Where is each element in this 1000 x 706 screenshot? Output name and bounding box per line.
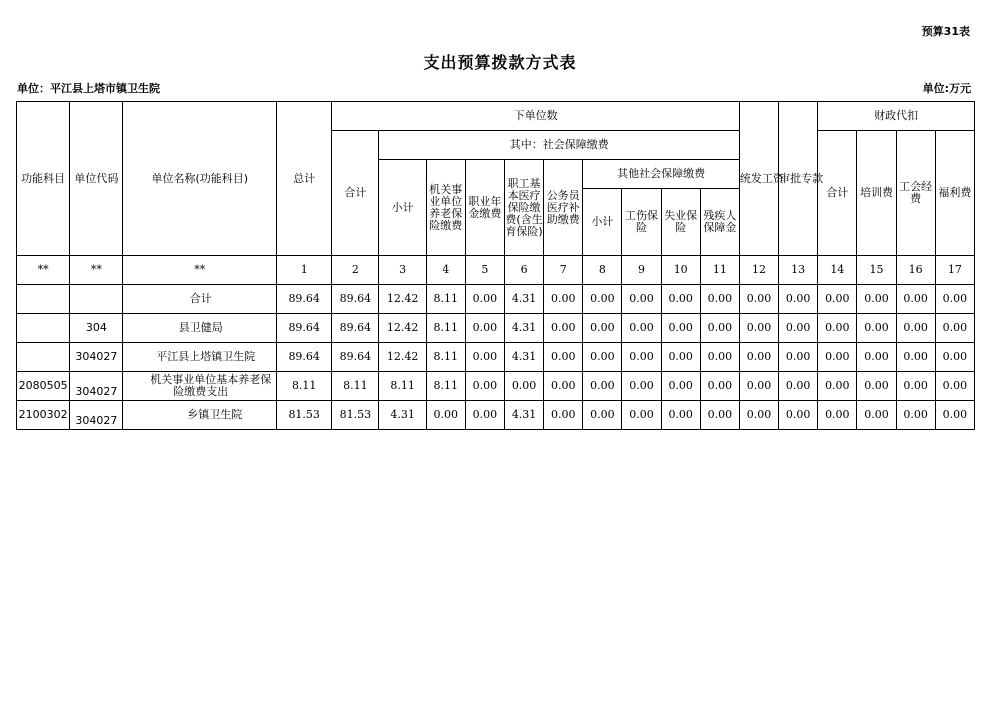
cell-amount: 0.00: [544, 343, 583, 372]
col-index: 2: [332, 256, 379, 285]
cell-amount: 0.00: [779, 401, 818, 430]
cell-amount: 0.00: [857, 372, 896, 401]
cell-amount: 8.11: [277, 372, 332, 401]
col-index: 6: [504, 256, 543, 285]
cell-amount: 0.00: [818, 285, 857, 314]
cell-amount: 0.00: [583, 285, 622, 314]
cell-amount: 0.00: [426, 401, 465, 430]
col-index: 12: [739, 256, 778, 285]
cell-amount: 0.00: [739, 343, 778, 372]
header-unit-name: 单位名称(功能科目): [123, 102, 277, 256]
cell-amount: 8.11: [426, 285, 465, 314]
cell-amount: 0.00: [544, 372, 583, 401]
cell-amount: 0.00: [622, 401, 661, 430]
header-welfare: 福利费: [935, 131, 974, 256]
cell-amount: 81.53: [332, 401, 379, 430]
header-training: 培训费: [857, 131, 896, 256]
cell-unit-name: 乡镇卫生院: [123, 401, 277, 430]
cell-amount: 0.00: [779, 285, 818, 314]
cell-amount: 0.00: [544, 401, 583, 430]
cell-amount: 0.00: [857, 343, 896, 372]
cell-unit-code: 304027: [70, 372, 123, 401]
col-index: 1: [277, 256, 332, 285]
cell-amount: 0.00: [622, 343, 661, 372]
cell-amount: 8.11: [426, 314, 465, 343]
header-unit-code: 单位代码: [70, 102, 123, 256]
col-index: 16: [896, 256, 935, 285]
header-injury: 工伤保险: [622, 189, 661, 256]
cell-amount: 89.64: [277, 285, 332, 314]
cell-amount: 0.00: [818, 343, 857, 372]
col-index: 11: [700, 256, 739, 285]
cell-amount: 0.00: [661, 314, 700, 343]
cell-amount: 0.00: [583, 401, 622, 430]
cell-amount: 0.00: [661, 372, 700, 401]
table-body: [17, 285, 975, 430]
cell-func-subject: 2100302: [17, 401, 70, 430]
header-other-subtotal: 小计: [583, 189, 622, 256]
cell-amount: 0.00: [739, 314, 778, 343]
cell-amount: 0.00: [935, 314, 974, 343]
cell-unit-name: 合计: [123, 285, 277, 314]
cell-amount: 0.00: [896, 314, 935, 343]
budget-table: [16, 101, 975, 430]
cell-amount: 0.00: [465, 285, 504, 314]
header-fiscal-total: 合计: [818, 131, 857, 256]
header-lower-subtotal: 合计: [332, 131, 379, 256]
header-union: 工会经费: [896, 131, 935, 256]
cell-amount: 0.00: [583, 372, 622, 401]
header-fiscal: 财政代扣: [818, 102, 975, 131]
cell-amount: 0.00: [700, 314, 739, 343]
cell-amount: 0.00: [661, 401, 700, 430]
cell-amount: 0.00: [857, 285, 896, 314]
cell-amount: 0.00: [896, 401, 935, 430]
col-index: 4: [426, 256, 465, 285]
cell-amount: 0.00: [583, 314, 622, 343]
cell-amount: 89.64: [332, 314, 379, 343]
header-special: 审批专款: [779, 102, 818, 256]
cell-amount: 4.31: [504, 285, 543, 314]
cell-amount: 0.00: [700, 401, 739, 430]
cell-amount: 0.00: [935, 401, 974, 430]
table-row: [17, 401, 975, 430]
col-index: **: [70, 256, 123, 285]
page-title: 支出预算拨款方式表: [423, 53, 577, 72]
col-index: **: [123, 256, 277, 285]
col-index: 9: [622, 256, 661, 285]
form-number: 预算31表: [921, 25, 970, 38]
table-row: [17, 314, 975, 343]
cell-amount: 4.31: [379, 401, 426, 430]
cell-func-subject: [17, 314, 70, 343]
header-wage: 统发工资: [739, 102, 778, 256]
cell-unit-code: 304: [70, 314, 123, 343]
cell-amount: 89.64: [277, 314, 332, 343]
cell-amount: 0.00: [857, 401, 896, 430]
cell-amount: 0.00: [935, 343, 974, 372]
table-row: [17, 372, 975, 401]
header-civil-medical: 公务员医疗补助缴费: [544, 160, 583, 256]
header-other-ss: 其他社会保障缴费: [583, 160, 740, 189]
cell-amount: 0.00: [739, 285, 778, 314]
cell-amount: 0.00: [739, 372, 778, 401]
column-index-row: [17, 256, 975, 285]
table-row: [17, 285, 975, 314]
cell-amount: 0.00: [465, 372, 504, 401]
header-ss-subtotal: 小计: [379, 160, 426, 256]
cell-amount: 0.00: [896, 372, 935, 401]
cell-amount: 0.00: [779, 372, 818, 401]
currency-unit-label: 单位:万元: [922, 82, 971, 95]
cell-unit-name: 平江县上塔镇卫生院: [123, 343, 277, 372]
cell-amount: 0.00: [544, 285, 583, 314]
col-index: **: [17, 256, 70, 285]
header-annuity: 职业年金缴费: [465, 160, 504, 256]
cell-amount: 0.00: [818, 401, 857, 430]
cell-amount: 8.11: [379, 372, 426, 401]
cell-unit-name: 机关事业单位基本养老保险缴费支出: [123, 372, 277, 401]
cell-amount: 0.00: [622, 314, 661, 343]
cell-amount: 0.00: [700, 285, 739, 314]
header-pension: 机关事业单位养老保险缴费: [426, 160, 465, 256]
col-index: 14: [818, 256, 857, 285]
cell-amount: 89.64: [277, 343, 332, 372]
cell-amount: 89.64: [332, 285, 379, 314]
col-index: 8: [583, 256, 622, 285]
cell-amount: 0.00: [661, 343, 700, 372]
cell-amount: 0.00: [465, 401, 504, 430]
col-index: 5: [465, 256, 504, 285]
cell-func-subject: 2080505: [17, 372, 70, 401]
col-index: 13: [779, 256, 818, 285]
cell-func-subject: [17, 285, 70, 314]
cell-amount: 0.00: [700, 372, 739, 401]
cell-amount: 4.31: [504, 314, 543, 343]
col-index: 15: [857, 256, 896, 285]
cell-amount: 0.00: [896, 343, 935, 372]
cell-amount: 0.00: [935, 285, 974, 314]
cell-amount: 0.00: [779, 343, 818, 372]
col-index: 10: [661, 256, 700, 285]
cell-amount: 0.00: [504, 372, 543, 401]
cell-amount: 0.00: [779, 314, 818, 343]
cell-amount: 0.00: [700, 343, 739, 372]
cell-amount: 0.00: [661, 285, 700, 314]
cell-amount: 0.00: [818, 314, 857, 343]
cell-amount: 0.00: [935, 372, 974, 401]
header-total: 总计: [277, 102, 332, 256]
header-unemployment: 失业保险: [661, 189, 700, 256]
header-func-subject: 功能科目: [17, 102, 70, 256]
cell-unit-code: 304027: [70, 401, 123, 430]
cell-amount: 4.31: [504, 343, 543, 372]
table-row: [17, 343, 975, 372]
cell-amount: 8.11: [332, 372, 379, 401]
cell-amount: 0.00: [622, 372, 661, 401]
header-social-security: 其中：社会保障缴费: [379, 131, 739, 160]
cell-amount: 8.11: [426, 372, 465, 401]
cell-amount: 0.00: [622, 285, 661, 314]
header-disability: 残疾人保障金: [700, 189, 739, 256]
cell-amount: 89.64: [332, 343, 379, 372]
col-index: 3: [379, 256, 426, 285]
cell-amount: 0.00: [857, 314, 896, 343]
cell-amount: 0.00: [544, 314, 583, 343]
cell-amount: 0.00: [896, 285, 935, 314]
cell-amount: 0.00: [465, 314, 504, 343]
cell-amount: 4.31: [504, 401, 543, 430]
cell-amount: 12.42: [379, 285, 426, 314]
cell-amount: 0.00: [583, 343, 622, 372]
cell-amount: 81.53: [277, 401, 332, 430]
col-index: 17: [935, 256, 974, 285]
unit-name-label: 单位：平江县上塔市镇卫生院: [17, 82, 160, 95]
cell-unit-name: 县卫健局: [123, 314, 277, 343]
cell-amount: 8.11: [426, 343, 465, 372]
col-index: 7: [544, 256, 583, 285]
cell-unit-code: [70, 285, 123, 314]
cell-amount: 0.00: [818, 372, 857, 401]
header-lower-units: 下单位数: [332, 102, 740, 131]
cell-unit-code: 304027: [70, 343, 123, 372]
cell-amount: 12.42: [379, 314, 426, 343]
header-medical: 职工基本医疗保险缴费(含生育保险): [504, 160, 543, 256]
cell-amount: 0.00: [739, 401, 778, 430]
cell-amount: 0.00: [465, 343, 504, 372]
cell-amount: 12.42: [379, 343, 426, 372]
cell-func-subject: [17, 343, 70, 372]
